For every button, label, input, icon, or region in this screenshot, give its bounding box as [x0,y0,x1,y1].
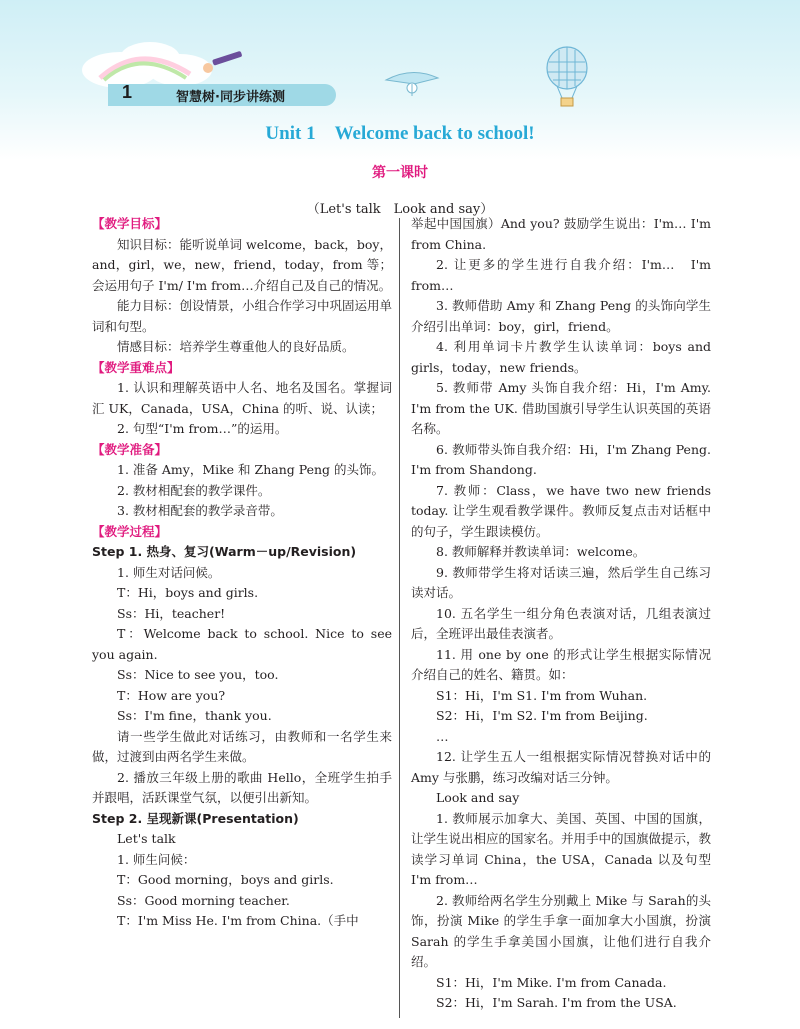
paragraph: 9. 教师带学生将对话读三遍，然后学生自己练习读对话。 [411,564,711,600]
right-column [411,214,711,1014]
paragraph: 10. 五名学生一组分角色表演对话，几组表演过后，全班评出最佳表演者。 [411,605,711,641]
lesson-title: 第一课时 [372,165,428,181]
column-divider [399,218,400,1018]
page-number: 1 [122,82,133,102]
paragraph: 1. 师生对话问候。 [117,564,221,580]
step-heading: Step 2. 呈现新课(Presentation) [92,810,299,826]
step-heading: Step 1. 热身、复习(Warm－up/Revision) [92,544,357,559]
paragraph: 2. 句型“I'm from…”的运用。 [117,421,288,436]
paragraph: 请一些学生做此对话练习，由教师和一名学生来做，过渡到由两名学生来做。 [92,728,392,764]
bird-glider-illustration [382,66,442,100]
section-heading: 【教学重难点】 [92,359,180,375]
paragraph: S1：Hi，I'm S1. I'm from Wuhan. [436,687,648,703]
paragraph: 2. 播放三年级上册的歌曲 Hello，全班学生拍手并跟唱，活跃课堂气氛，以便引出新知。 [92,769,392,805]
paragraph: 6. 教师带头饰自我介绍：Hi，I'm Zhang Peng. I'm from Shandong. [411,441,711,477]
paragraph: 知识目标：能听说单词 welcome，back，boy，and，girl，we，new，friend，today，from 等；会运用句子 I'm/ I'm from…介绍自己及自己的情况。 [92,236,392,293]
paragraph: 1. 认识和理解英语中人名、地名及国名。掌握词汇 UK，Canada，USA，China 的听、说、认读； [92,380,392,416]
paragraph: Ss：Hi，teacher! [117,605,226,621]
lesson-subtitle: （Let's talk Look and say） [306,202,494,217]
paragraph: 3. 教师借助 Amy 和 Zhang Peng 的头饰向学生介绍引出单词：boy，girl，friend。 [411,298,711,334]
paragraph: T：Hi，boys and girls. [117,585,259,600]
paragraph: Look and say [436,790,520,805]
series-title: 智慧树·同步讲练测 [176,90,285,105]
section-heading: 【教学目标】 [92,216,168,231]
paragraph: 5. 教师带 Amy 头饰自我介绍：Hi，I'm Amy. I'm from the UK. 借助国旗引导学生认识英国的英语名称。 [411,380,711,436]
paragraph: S2：Hi，I'm Sarah. I'm from the USA. [436,995,677,1010]
paragraph: 2. 教师给两名学生分别戴上 Mike 与 Sarah的头饰，扮演 Mike 的学生手拿一面加拿大小国旗，扮演 Sarah 的学生手拿美国小国旗，让他们进行自我介绍。 [411,892,711,969]
paragraph: 1. 教师展示加拿大、美国、英国、中国的国旗，让学生说出相应的国家名。并用手中的国旗做提示，教读学习单词 China，the USA，Canada 以及句型 I'm from… [411,810,712,887]
left-column [92,214,392,932]
section-heading: 【教学过程】 [92,523,168,539]
paragraph: T：I'm Miss He. I'm from China.（手中 [117,913,359,928]
paragraph: 情感目标：培养学生尊重他人的良好品质。 [117,339,355,354]
paragraph: 8. 教师解释并教读单词：welcome。 [436,544,646,559]
section-heading: 【教学准备】 [92,441,168,457]
paragraph: 2. 教材相配套的教学课件。 [117,482,271,498]
unit-title: Unit 1 Welcome back to school! [265,123,535,144]
paragraph: S1：Hi，I'm Mike. I'm from Canada. [436,974,667,990]
paragraph: 11. 用 one by one 的形式让学生根据实际情况介绍自己的姓名、籍贯。如： [411,646,711,682]
paragraph: T：How are you? [117,687,226,703]
paragraph: 1. 师生问候： [117,851,196,867]
paragraph: … [436,728,449,744]
paragraph: T：Good morning，boys and girls. [117,872,334,887]
paragraph: 4. 利用单词卡片教学生认读单词：boys and girls，today，new friends。 [411,339,711,375]
paragraph: 1. 准备 Amy，Mike 和 Zhang Peng 的头饰。 [117,462,385,477]
paragraph: Ss：Good morning teacher. [117,892,290,908]
paragraph: 3. 教材相配套的教学录音带。 [117,503,283,518]
paragraph: 7. 教师：Class，we have two new friends today. 让学生观看教学课件。教师反复点击对话框中的句子，学生跟读模仿。 [411,482,711,539]
paragraph: Let's talk [117,831,176,846]
paragraph: Ss：I'm fine，thank you. [117,708,272,723]
paragraph: 2. 让更多的学生进行自我介绍：I'm… I'm from… [411,257,711,293]
paragraph: 12. 让学生五人一组根据实际情况替换对话中的 Amy 与张鹏，练习改编对话三分钟。 [411,749,711,785]
hot-air-balloon-illustration [545,46,589,108]
paragraph: T：Welcome back to school. Nice to see you again. [92,626,392,662]
paragraph: 举起中国国旗）And you? 鼓励学生说出：I'm… I'm from China. [411,216,711,252]
paragraph: 能力目标：创设情景，小组合作学习中巩固运用单词和句型。 [92,298,393,334]
paragraph: S2：Hi，I'm S2. I'm from Beijing. [436,708,648,723]
paragraph: Ss：Nice to see you，too. [117,667,279,682]
